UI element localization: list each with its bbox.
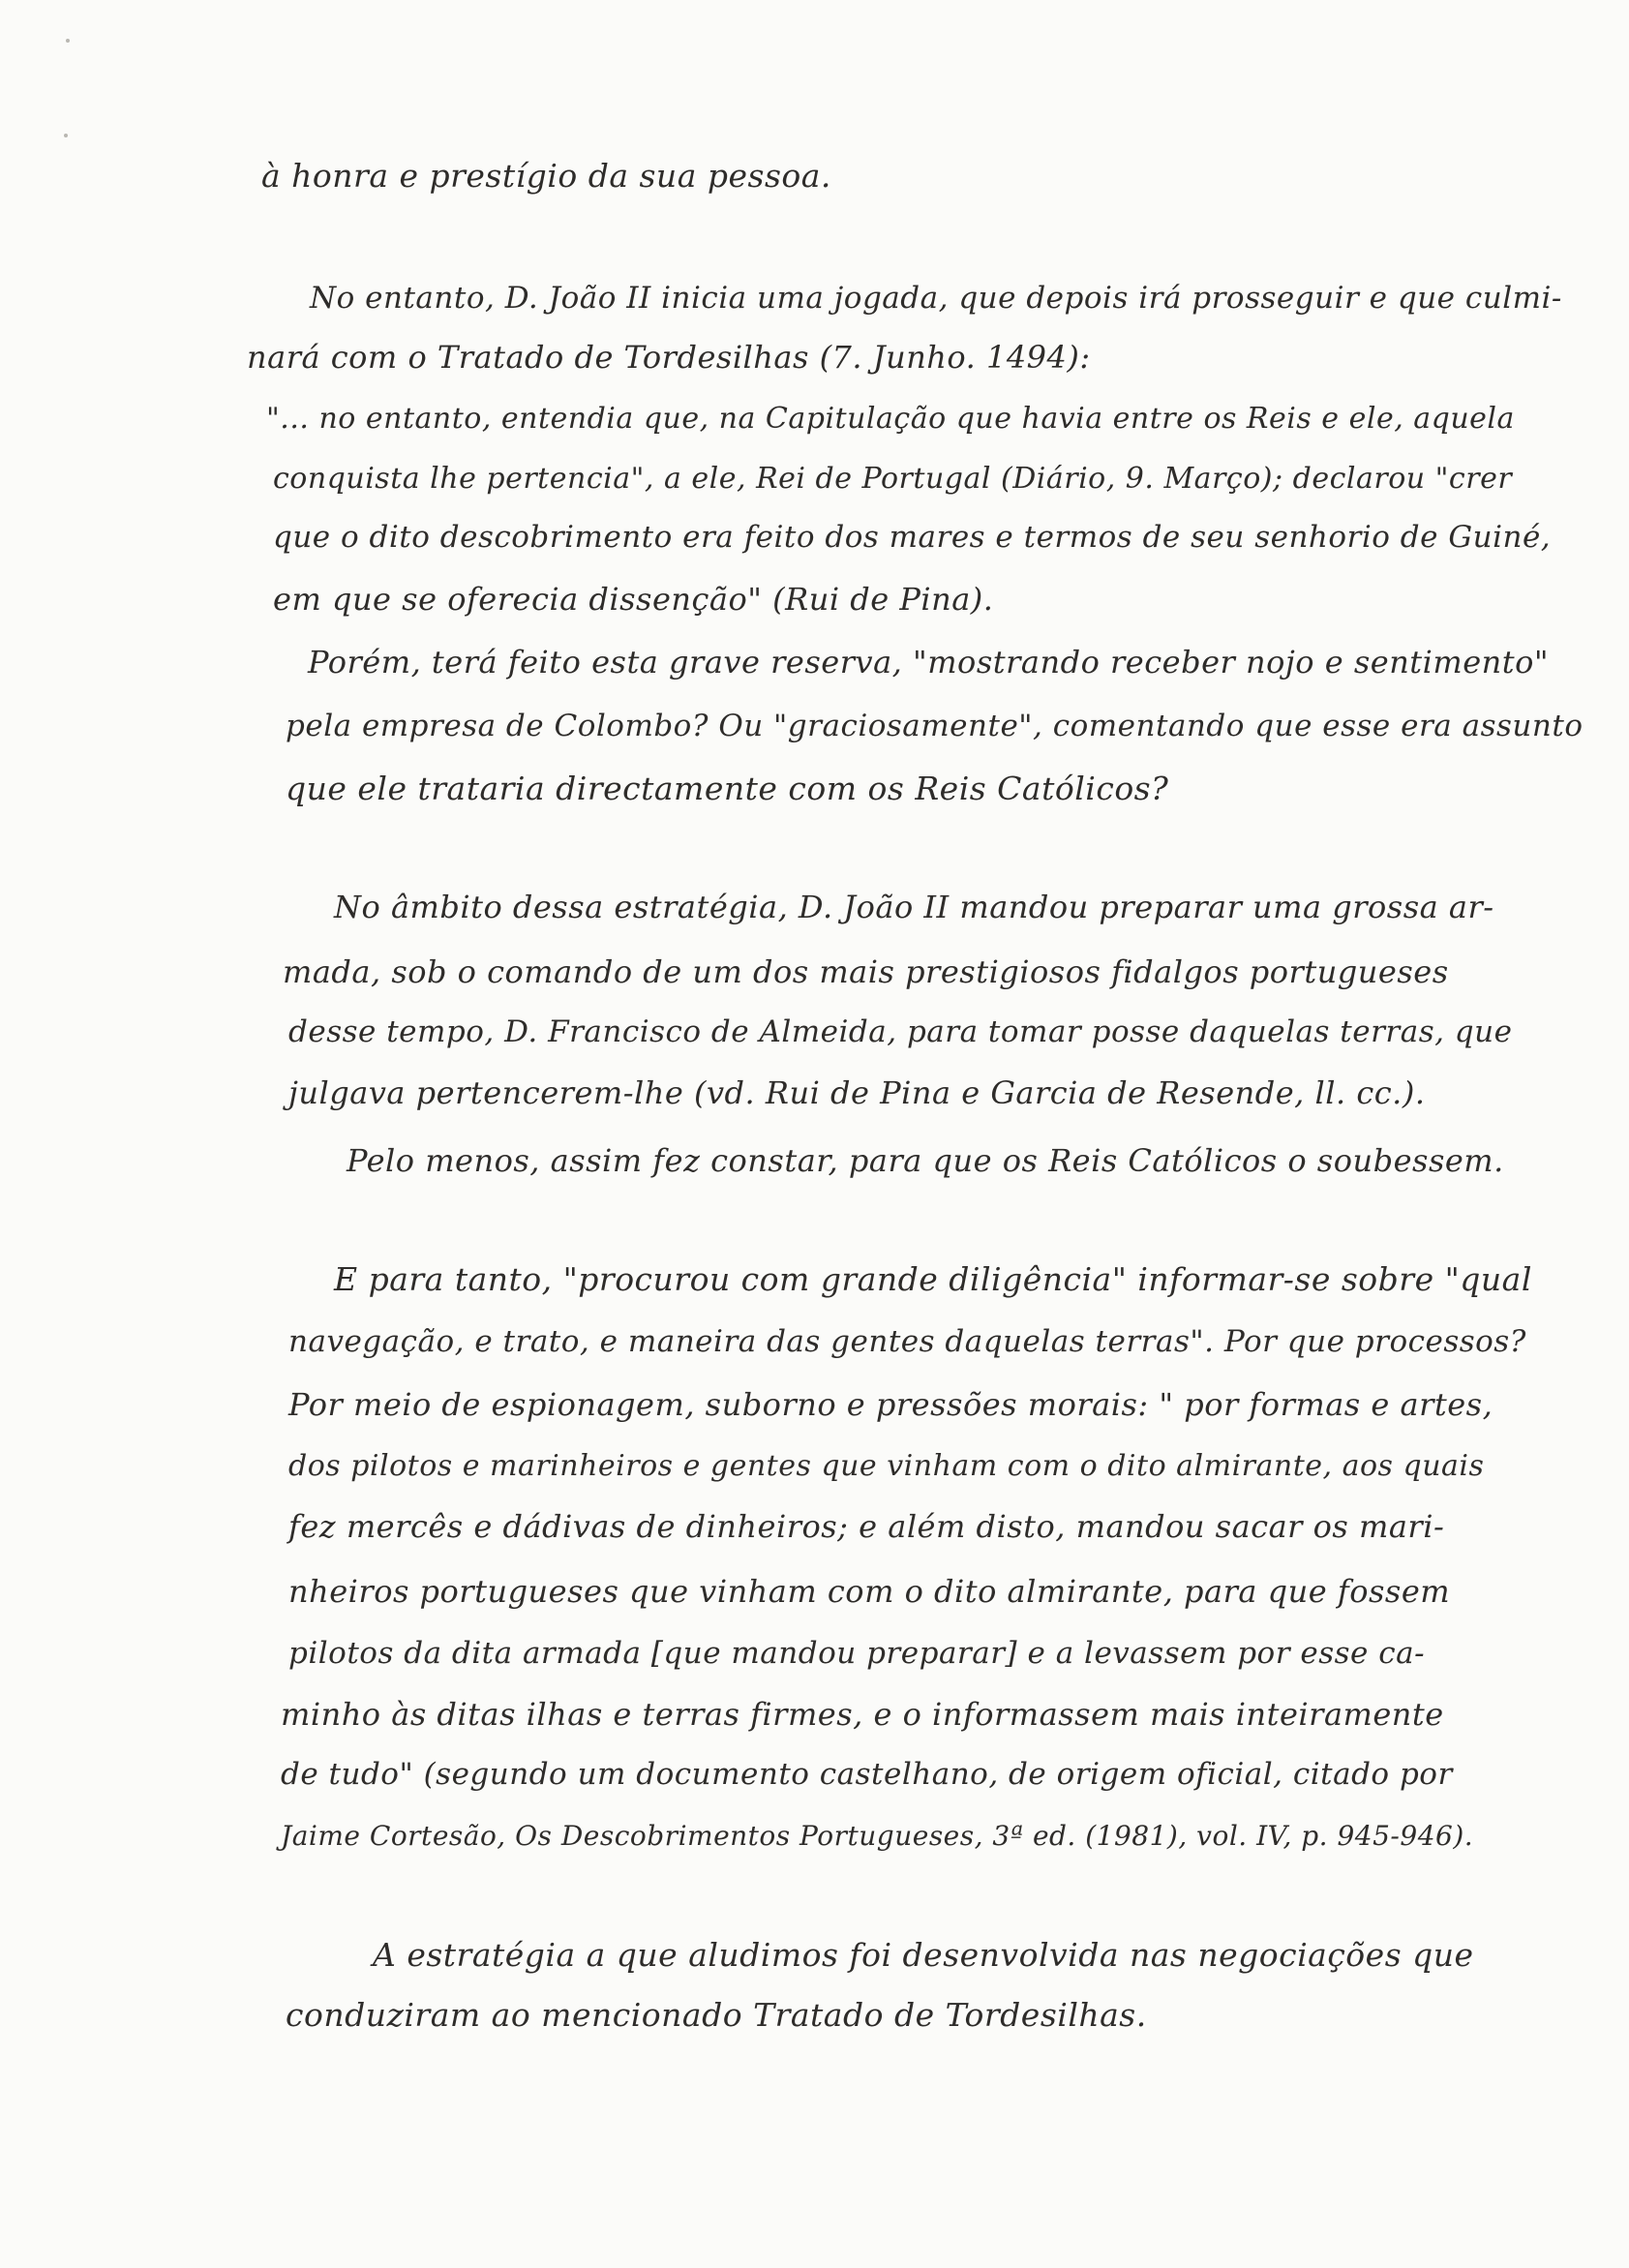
punch-hole-mark [64, 134, 68, 137]
manuscript-line: A estratégia a que aludimos foi desenvolvida nas negociações que [373, 1936, 1474, 1974]
manuscript-line: No entanto, D. João II inicia uma jogada, que depois irá prosseguir e que culmi- [310, 281, 1562, 316]
manuscript-line: julgava pertencerem-lhe (vd. Rui de Pina e Garcia de Resende, ll. cc.). [288, 1074, 1426, 1111]
manuscript-line: conquista lhe pertencia", a ele, Rei de Portugal (Diário, 9. Março); declarou "crer [273, 462, 1513, 496]
manuscript-line: navegação, e trato, e maneira das gentes daquelas terras". Por que processos? [288, 1324, 1526, 1359]
manuscript-line: Pelo menos, assim fez constar, para que os Reis Católicos o soubessem. [347, 1142, 1504, 1179]
punch-hole-mark [66, 39, 70, 43]
manuscript-line: Porém, terá feito esta grave reserva, "mostrando receber nojo e sentimento" [308, 644, 1550, 680]
manuscript-line: minho às ditas ilhas e terras firmes, e o informassem mais inteiramente [281, 1696, 1444, 1733]
manuscript-line: pilotos da dita armada [que mandou preparar] e a levassem por esse ca- [288, 1636, 1426, 1671]
manuscript-line: à honra e prestígio da sua pessoa. [261, 157, 831, 195]
manuscript-line: dos pilotos e marinheiros e gentes que vinham com o dito almirante, aos quais [288, 1449, 1485, 1483]
manuscript-line: Jaime Cortesão, Os Descobrimentos Portugueses, 3ª ed. (1981), vol. IV, p. 945-946). [281, 1820, 1474, 1852]
manuscript-line: nheiros portugueses que vinham com o dito almirante, para que fossem [288, 1573, 1451, 1610]
manuscript-line: que o dito descobrimento era feito dos mares e termos de seu senhorio de Guiné, [273, 520, 1552, 555]
manuscript-line: nará com o Tratado de Tordesilhas (7. Junho. 1494): [247, 339, 1091, 376]
manuscript-line: conduziram ao mencionado Tratado de Tordesilhas. [286, 1996, 1147, 2034]
manuscript-line: fez mercês e dádivas de dinheiros; e além disto, mandou sacar os mari- [288, 1508, 1445, 1545]
manuscript-line: que ele trataria directamente com os Reis Católicos? [286, 770, 1169, 807]
manuscript-line: "... no entanto, entendia que, na Capitulação que havia entre os Reis e ele, aquela [266, 402, 1515, 436]
manuscript-line: desse tempo, D. Francisco de Almeida, para tomar posse daquelas terras, que [288, 1014, 1513, 1049]
manuscript-line: No âmbito dessa estratégia, D. João II mandou preparar uma grossa ar- [334, 889, 1494, 925]
manuscript-line: Por meio de espionagem, suborno e pressões morais: " por formas e artes, [288, 1386, 1493, 1423]
manuscript-line: E para tanto, "procurou com grande diligência" informar-se sobre "qual [334, 1260, 1532, 1298]
manuscript-line: pela empresa de Colombo? Ou "graciosamente", comentando que esse era assunto [286, 709, 1584, 743]
manuscript-line: mada, sob o comando de um dos mais prestigiosos fidalgos portugueses [283, 953, 1449, 990]
manuscript-line: em que se oferecia dissenção" (Rui de Pina). [273, 581, 994, 618]
manuscript-line: de tudo" (segundo um documento castelhano, de origem oficial, citado por [281, 1757, 1453, 1792]
